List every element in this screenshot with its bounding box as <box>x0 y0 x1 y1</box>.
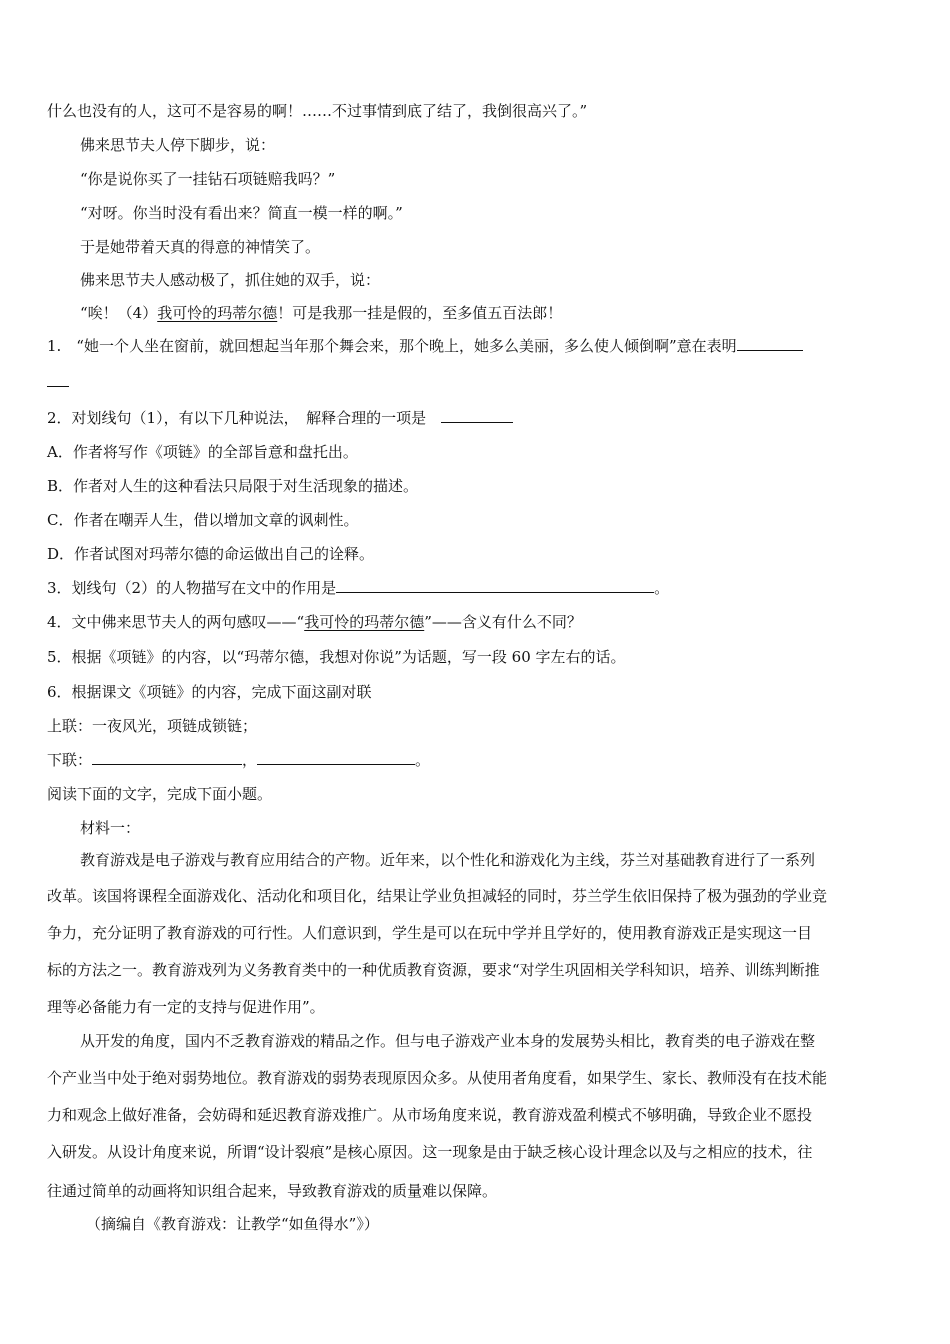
story-line <box>80 303 562 323</box>
story-line: 佛来思节夫人停下脚步，说： <box>80 136 276 154</box>
question-1-text: 1. “她一个人坐在窗前，就回想起当年那个舞会来，那个晚上，她多么美丽，多么使人倾倒啊”意在表明 <box>47 337 737 355</box>
answer-blank[interactable] <box>47 372 69 387</box>
answer-blank[interactable] <box>441 408 513 423</box>
question-2-text: 2．对划线句（1），有以下几种说法， 解释合理的一项是 <box>47 409 427 427</box>
question-2 <box>47 408 513 428</box>
source-citation: （摘编自《教育游戏：让教学“如鱼得水”》） <box>86 1215 379 1233</box>
couplet-lower-label: 下联： <box>47 751 93 769</box>
question-4 <box>47 612 582 632</box>
question-4-text: 4．文中佛来思节夫人的两句感叹——“ <box>47 613 305 631</box>
story-text: ！可是我那一挂是假的，至多值五百法郎！ <box>277 304 563 322</box>
paragraph-line: 往通过简单的动画将知识组合起来，导致教育游戏的质量难以保障。 <box>47 1182 498 1200</box>
paragraph-line: 个产业当中处于绝对弱势地位。教育游戏的弱势表现原因众多。从使用者角度看，如果学生、家长、教师没有在技术能 <box>47 1069 828 1087</box>
punctuation: 。 <box>654 579 670 597</box>
answer-blank[interactable] <box>336 578 654 593</box>
punctuation: 。 <box>415 751 431 769</box>
question-1 <box>47 336 803 356</box>
paragraph-line: 改革。该国将课程全面游戏化、活动化和项目化，结果让学业负担减轻的同时，芬兰学生依旧保持了极为强劲的学业竞 <box>47 887 828 905</box>
reading-intro: 阅读下面的文字，完成下面小题。 <box>47 785 273 803</box>
answer-blank[interactable] <box>257 750 415 765</box>
paragraph-line: 标的方法之一。教育游戏列为义务教育类中的一种优质教育资源，要求“对学生巩固相关学科知识，培养、训练判断推 <box>47 961 820 979</box>
paragraph-line: 入研发。从设计角度来说，所谓“设计裂痕”是核心原因。这一现象是由于缺乏核心设计理念以及与之相应的技术，往 <box>47 1143 813 1161</box>
paragraph-line: 教育游戏是电子游戏与教育应用结合的产物。近年来，以个性化和游戏化为主线，芬兰对基础教育进行了一系列 <box>80 851 816 869</box>
material-label: 材料一： <box>80 819 141 837</box>
underlined-sentence-4: 我可怜的玛蒂尔德 <box>157 304 278 322</box>
question-3-text: 3．划线句（2）的人物描写在文中的作用是 <box>47 579 337 597</box>
couplet-lower <box>47 750 430 770</box>
couplet-upper: 上联：一夜风光，项链成锁链； <box>47 717 258 735</box>
story-line: “对呀。你当时没有看出来？简直一模一样的啊。” <box>80 204 403 222</box>
question-2-option-c: C．作者在嘲弄人生，借以增加文章的讽刺性。 <box>47 511 359 529</box>
answer-blank[interactable] <box>92 750 242 765</box>
question-2-option-a: A．作者将写作《项链》的全部旨意和盘托出。 <box>47 443 358 461</box>
question-3 <box>47 578 669 598</box>
story-line: 于是她带着天真的得意的神情笑了。 <box>80 238 321 256</box>
question-1-continued <box>47 372 69 392</box>
paragraph-line: 争力，充分证明了教育游戏的可行性。人们意识到，学生是可以在玩中学并且学好的，使用教育游戏正是实现这一目 <box>47 924 813 942</box>
question-2-option-d: D．作者试图对玛蒂尔德的命运做出自己的诠释。 <box>47 545 375 563</box>
question-5: 5．根据《项链》的内容，以“玛蒂尔德，我想对你说”为话题，写一段 60 字左右的话。 <box>47 648 626 666</box>
paragraph-line: 力和观念上做好准备，会妨碍和延迟教育游戏推广。从市场角度来说，教育游戏盈利模式不够明确，导致企业不愿投 <box>47 1106 813 1124</box>
question-2-option-b: B．作者对人生的这种看法只局限于对生活现象的描述。 <box>47 477 419 495</box>
punctuation: ， <box>242 751 258 769</box>
story-line: 什么也没有的人，这可不是容易的啊！……不过事情到底了结了，我倒很高兴了。” <box>47 102 588 120</box>
answer-blank[interactable] <box>737 336 803 351</box>
story-text: “唉！（4） <box>80 304 158 322</box>
question-6: 6．根据课文《项链》的内容，完成下面这副对联 <box>47 683 372 701</box>
paragraph-line: 理等必备能力有一定的支持与促进作用”。 <box>47 998 325 1016</box>
story-line: 佛来思节夫人感动极了，抓住她的双手，说： <box>80 271 381 289</box>
question-4-text: ”——含义有什么不同？ <box>424 613 582 631</box>
underlined-phrase: 我可怜的玛蒂尔德 <box>304 613 425 631</box>
paragraph-line: 从开发的角度，国内不乏教育游戏的精品之作。但与电子游戏产业本身的发展势头相比，教育类的电子游戏在整 <box>80 1032 816 1050</box>
story-line: “你是说你买了一挂钻石项链赔我吗？” <box>80 170 336 188</box>
